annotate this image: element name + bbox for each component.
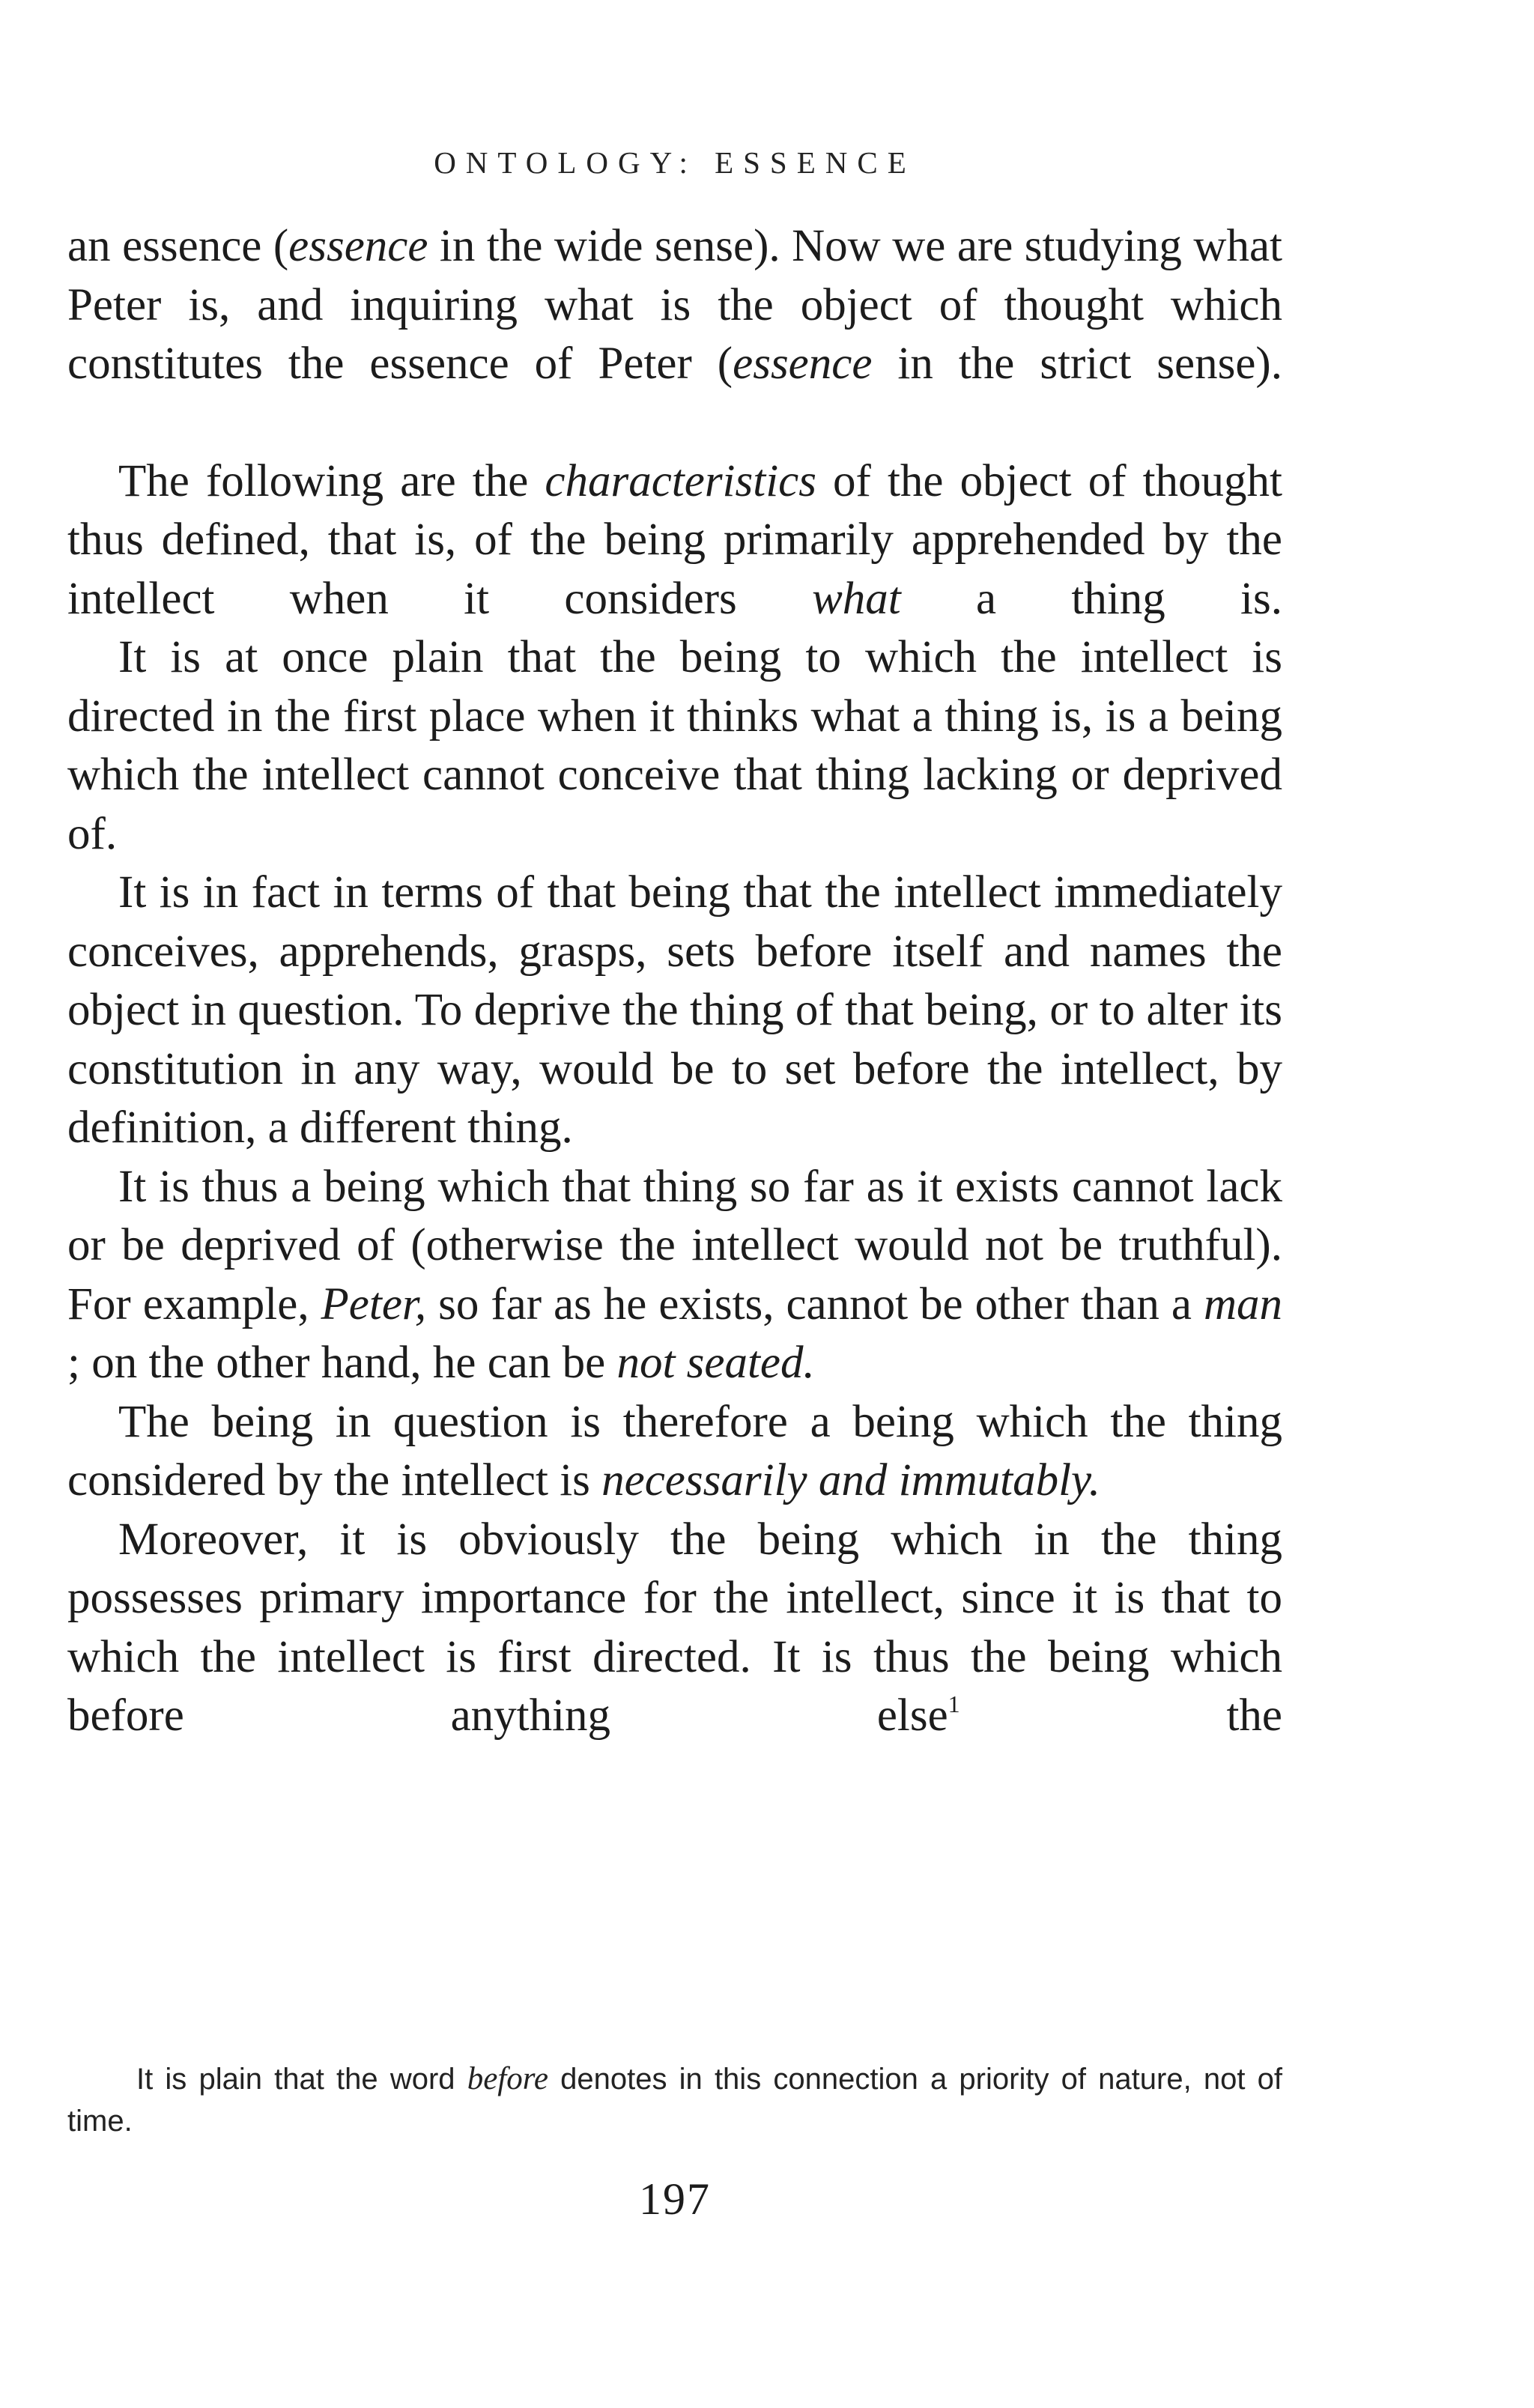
italic-text: characteristics [545,455,816,506]
italic-text: essence [733,339,873,389]
italic-text: before [467,2061,548,2096]
text-run: Moreover, it is obviously the being which in the thing possesses primary importance for the intellect, since it is that to which the intellect is first directed. It is thus the being which before anything else [67,1514,1282,1741]
italic-text: necessarily and immutably. [601,1455,1100,1505]
text-run: ; on the other hand, he can be [67,1338,617,1388]
text-run: in the wide sense). Now we are studying what Peter is, and inquiring what is the object of thought which constitutes the essence of Peter ( [67,221,1282,389]
paragraph [67,217,1282,394]
text-run: denotes in this connection a priority of nature, not of time. [67,2063,1283,2138]
italic-text: what [812,573,901,624]
text-run: of the object of thought thus defined, that is, of the being primarily apprehended by the intellect when it considers [67,455,1283,624]
page-number: 197 [639,2174,711,2224]
paragraph [67,864,1282,1158]
italic-text: essence [288,221,428,271]
italic-text: man [1203,1279,1282,1329]
text-run: so far as he exists, cannot be other than a [426,1279,1204,1329]
paragraph [67,1158,1282,1393]
text-run: The following are the [118,455,545,506]
paragraph [67,452,1282,629]
italic-text: Peter, [321,1279,427,1329]
text-run: a thing is. [900,573,1282,624]
text-run: It is thus a being which that thing so far as it exists cannot lack or be deprived of (otherwise the intellect would not be truthful). For example, [67,1161,1282,1329]
italic-text: not seated. [616,1338,815,1388]
text-run: It is plain that the word [136,2063,467,2096]
footnote-marker: 1 [948,1690,960,1717]
text-run: in the strict sense). [872,339,1282,389]
body-text [67,217,1282,1746]
text-run: It is at once plain that the being to which the intellect is directed in the first place when it thinks what a thing is, is a being which the intellect cannot conceive that thing lacking or deprived of. [67,632,1282,859]
running-head: ONTOLOGY: ESSENCE [434,145,916,180]
paragraph [67,628,1282,864]
text-run: The being in question is therefore a being which the thing considered by the intellect is [67,1396,1282,1505]
text-run: the [959,1690,1282,1741]
text-run: an essence ( [67,221,289,271]
footnote-text [67,2058,1282,2142]
footnote [67,2058,1282,2142]
book-page [67,0,1282,2408]
text-run: It is in fact in terms of that being that the intellect immediately conceives, apprehends, grasps, sets before itself and names the object in question. To deprive the thing of that being, or to alter its constitution in any way, would be to set before the intellect, by definition, a different thing. [67,867,1282,1153]
paragraph [67,1393,1282,1511]
paragraph [67,1511,1282,1746]
